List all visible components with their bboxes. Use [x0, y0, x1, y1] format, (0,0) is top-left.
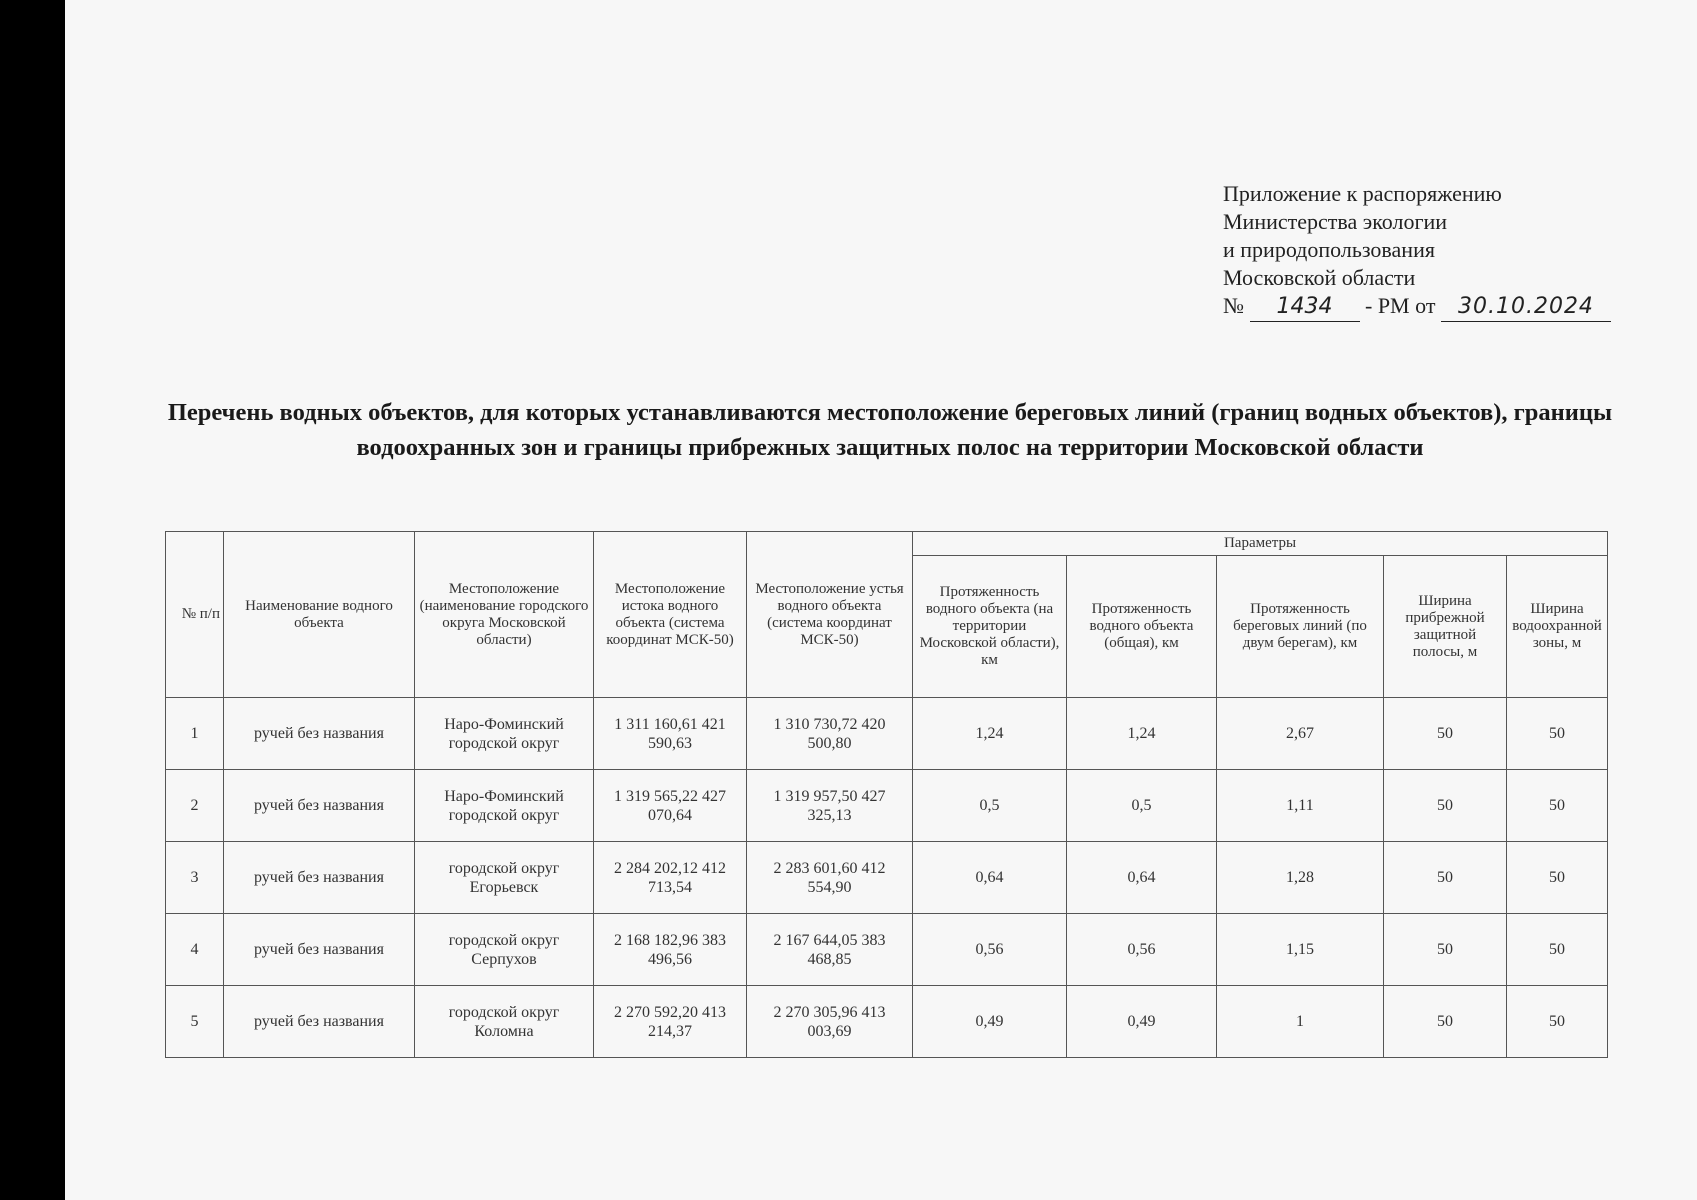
cell-coastal-strip: 50 — [1384, 986, 1507, 1058]
cell-length-total: 0,5 — [1067, 770, 1217, 842]
number-suffix: - РМ от — [1365, 293, 1436, 318]
cell-water-zone: 50 — [1507, 698, 1608, 770]
cell-source: 2 284 202,12 412 713,54 — [594, 842, 747, 914]
cell-length-total: 0,49 — [1067, 986, 1217, 1058]
order-number-line — [1223, 292, 1611, 322]
cell-coastal-strip: 50 — [1384, 914, 1507, 986]
cell-num: 4 — [166, 914, 224, 986]
header-length-region: Протяженность водного объекта (на территории Московской области), км — [913, 556, 1067, 698]
header-coastal-strip: Ширина прибрежной защитной полосы, м — [1384, 556, 1507, 698]
cell-mouth: 2 270 305,96 413 003,69 — [747, 986, 913, 1058]
cell-length-total: 0,56 — [1067, 914, 1217, 986]
cell-coastal-strip: 50 — [1384, 698, 1507, 770]
handwritten-number: 1434 — [1250, 293, 1360, 322]
document-title: Перечень водных объектов, для которых устанавливаются местоположение береговых линий (границ водных объектов), границы водоохранных зон и границы прибрежных защитных полос на территории Московской области — [167, 399, 1613, 461]
cell-location: городской округ Егорьевск — [415, 842, 594, 914]
water-objects-table — [165, 531, 1608, 1058]
appendix-line: и природопользования — [1223, 237, 1435, 262]
cell-name: ручей без названия — [224, 986, 415, 1058]
cell-mouth: 1 319 957,50 427 325,13 — [747, 770, 913, 842]
cell-num: 2 — [166, 770, 224, 842]
cell-shore-length: 1,15 — [1217, 914, 1384, 986]
cell-coastal-strip: 50 — [1384, 842, 1507, 914]
header-location: Местоположение (наименование городского округа Московской области) — [415, 532, 594, 698]
cell-water-zone: 50 — [1507, 842, 1608, 914]
cell-length-region: 1,24 — [913, 698, 1067, 770]
cell-location: городской округ Серпухов — [415, 914, 594, 986]
appendix-block — [1223, 180, 1611, 322]
table-row — [166, 842, 1608, 914]
table-row — [166, 698, 1608, 770]
cell-name: ручей без названия — [224, 698, 415, 770]
cell-location: Наро-Фоминский городской округ — [415, 698, 594, 770]
header-length-total: Протяженность водного объекта (общая), км — [1067, 556, 1217, 698]
cell-shore-length: 1,28 — [1217, 842, 1384, 914]
header-water-zone: Ширина водоохранной зоны, м — [1507, 556, 1608, 698]
appendix-line: Министерства экологии — [1223, 209, 1448, 234]
header-shore-length: Протяженность береговых линий (по двум берегам), км — [1217, 556, 1384, 698]
cell-coastal-strip: 50 — [1384, 770, 1507, 842]
cell-name: ручей без названия — [224, 914, 415, 986]
cell-water-zone: 50 — [1507, 914, 1608, 986]
cell-length-region: 0,56 — [913, 914, 1067, 986]
cell-location: городской округ Коломна — [415, 986, 594, 1058]
cell-mouth: 2 283 601,60 412 554,90 — [747, 842, 913, 914]
cell-source: 2 270 592,20 413 214,37 — [594, 986, 747, 1058]
handwritten-date: 30.10.2024 — [1441, 293, 1611, 322]
cell-length-total: 0,64 — [1067, 842, 1217, 914]
cell-water-zone: 50 — [1507, 986, 1608, 1058]
cell-source: 1 311 160,61 421 590,63 — [594, 698, 747, 770]
table-row — [166, 986, 1608, 1058]
cell-name: ручей без названия — [224, 842, 415, 914]
header-source: Местоположение истока водного объекта (система координат МСК-50) — [594, 532, 747, 698]
cell-num: 1 — [166, 698, 224, 770]
cell-num: 5 — [166, 986, 224, 1058]
cell-length-region: 0,64 — [913, 842, 1067, 914]
header-num: № п/п — [166, 532, 224, 698]
cell-length-region: 0,49 — [913, 986, 1067, 1058]
header-name: Наименование водного объекта — [224, 532, 415, 698]
header-parameters: Параметры — [913, 532, 1608, 556]
number-prefix: № — [1223, 293, 1244, 318]
table-row — [166, 770, 1608, 842]
scan-edge-bar — [0, 0, 65, 1200]
appendix-line: Приложение к распоряжению — [1223, 181, 1502, 206]
cell-length-region: 0,5 — [913, 770, 1067, 842]
cell-mouth: 2 167 644,05 383 468,85 — [747, 914, 913, 986]
cell-location: Наро-Фоминский городской округ — [415, 770, 594, 842]
table-row — [166, 914, 1608, 986]
header-mouth: Местоположение устья водного объекта (система координат МСК-50) — [747, 532, 913, 698]
cell-source: 2 168 182,96 383 496,56 — [594, 914, 747, 986]
cell-shore-length: 1,11 — [1217, 770, 1384, 842]
cell-length-total: 1,24 — [1067, 698, 1217, 770]
header-row-top — [166, 532, 1608, 556]
cell-water-zone: 50 — [1507, 770, 1608, 842]
appendix-line: Московской области — [1223, 265, 1416, 290]
cell-num: 3 — [166, 842, 224, 914]
cell-name: ручей без названия — [224, 770, 415, 842]
cell-shore-length: 1 — [1217, 986, 1384, 1058]
cell-mouth: 1 310 730,72 420 500,80 — [747, 698, 913, 770]
cell-source: 1 319 565,22 427 070,64 — [594, 770, 747, 842]
cell-shore-length: 2,67 — [1217, 698, 1384, 770]
